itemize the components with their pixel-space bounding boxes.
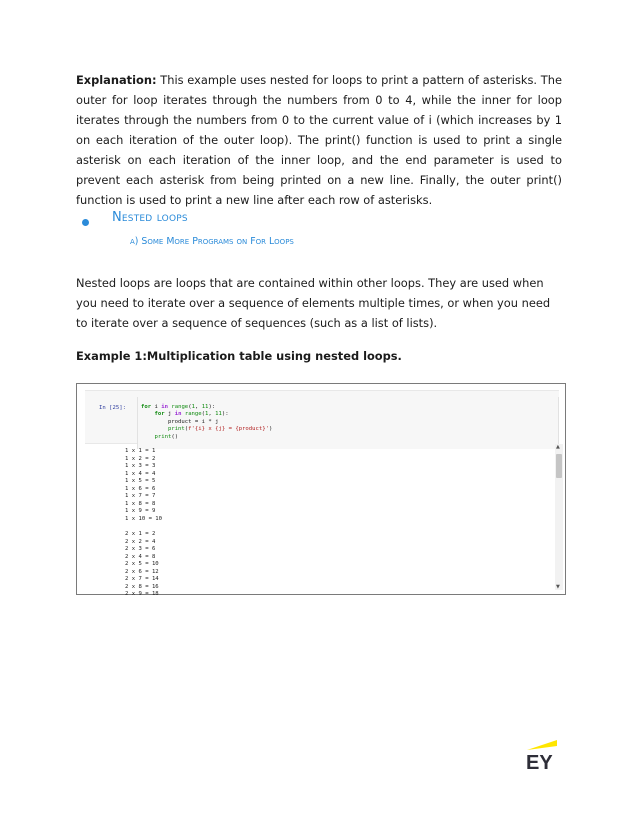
input-prompt: In [25]:	[99, 405, 126, 411]
svg-text:EY: EY	[526, 752, 553, 774]
output-text	[125, 448, 162, 599]
code-line: product = i * j	[141, 418, 219, 425]
scroll-thumb[interactable]	[556, 454, 562, 478]
bullet-icon	[82, 219, 89, 226]
code-line: print(f'{i} x {j} = {product}')	[167, 426, 273, 433]
output-line: 1 x 3 = 3	[125, 463, 156, 470]
output-scrollbar[interactable]	[555, 444, 563, 590]
output-line: 2 x 3 = 6	[125, 546, 156, 553]
output-line: 2 x 5 = 10	[125, 561, 159, 568]
example-title: Example 1:Multiplication table using nested loops.	[76, 349, 402, 363]
output-line: 1 x 10 = 10	[125, 515, 163, 522]
scroll-up-icon[interactable]: ▲	[556, 444, 560, 450]
output-line: 2 x 8 = 16	[125, 583, 159, 590]
output-line: 1 x 7 = 7	[125, 493, 156, 500]
explanation-paragraph	[76, 70, 562, 210]
output-line: 1 x 8 = 8	[125, 500, 156, 507]
intro-paragraph: Nested loops are loops that are contained within other loops. They are used when you need to iterate over a sequence of elements multiple times, or when you need to iterate over a sequence of sequences (such as a list of lists).	[76, 276, 551, 330]
output-line: 1 x 2 = 2	[125, 455, 156, 462]
code-cell	[85, 390, 559, 444]
output-area[interactable]	[85, 444, 561, 598]
notebook-screenshot	[76, 383, 566, 598]
scroll-down-icon[interactable]: ▼	[556, 584, 560, 590]
output-line: 2 x 1 = 2	[125, 531, 156, 538]
code-block	[141, 404, 272, 441]
sub-heading: a) Some More Programs on For Loops	[130, 236, 294, 247]
output-line: 2 x 9 = 18	[125, 591, 159, 598]
section-title: Nested loops	[112, 210, 188, 225]
output-line: 1 x 6 = 6	[125, 485, 156, 492]
explanation-label: Explanation:	[76, 73, 157, 87]
code-editor	[137, 397, 559, 449]
code-line: print()	[154, 433, 179, 440]
code-line: for i in range(1, 11):	[141, 404, 216, 410]
output-line: 1 x 5 = 5	[125, 478, 156, 485]
output-line: 2 x 4 = 8	[125, 553, 156, 560]
ey-logo-beam-icon	[527, 740, 557, 750]
code-line: for j in range(1, 11):	[154, 411, 229, 418]
output-line	[125, 523, 162, 531]
output-line: 1 x 4 = 4	[125, 470, 156, 477]
output-line: 2 x 7 = 14	[125, 576, 159, 583]
output-line: 2 x 6 = 12	[125, 568, 159, 575]
ey-logo	[524, 738, 560, 772]
explanation-text: This example uses nested for loops to print a pattern of asterisks. The outer for loop iterates through the numbers from 0 to 4, while the inner for loop iterates through the numbers from 0 to the current value of i (which increases by 1 on each iteration of the outer loop). The print() function is used to print a single asterisk on each iteration of the inner loop, and the end parameter is used to prevent each asterisk from being printed on a new line. Finally, the outer print() function is used to print a new line after each row of asterisks.	[76, 73, 562, 207]
output-line: 1 x 1 = 1	[125, 448, 156, 454]
output-line: 2 x 2 = 4	[125, 538, 156, 545]
output-line: 1 x 9 = 9	[125, 508, 156, 515]
